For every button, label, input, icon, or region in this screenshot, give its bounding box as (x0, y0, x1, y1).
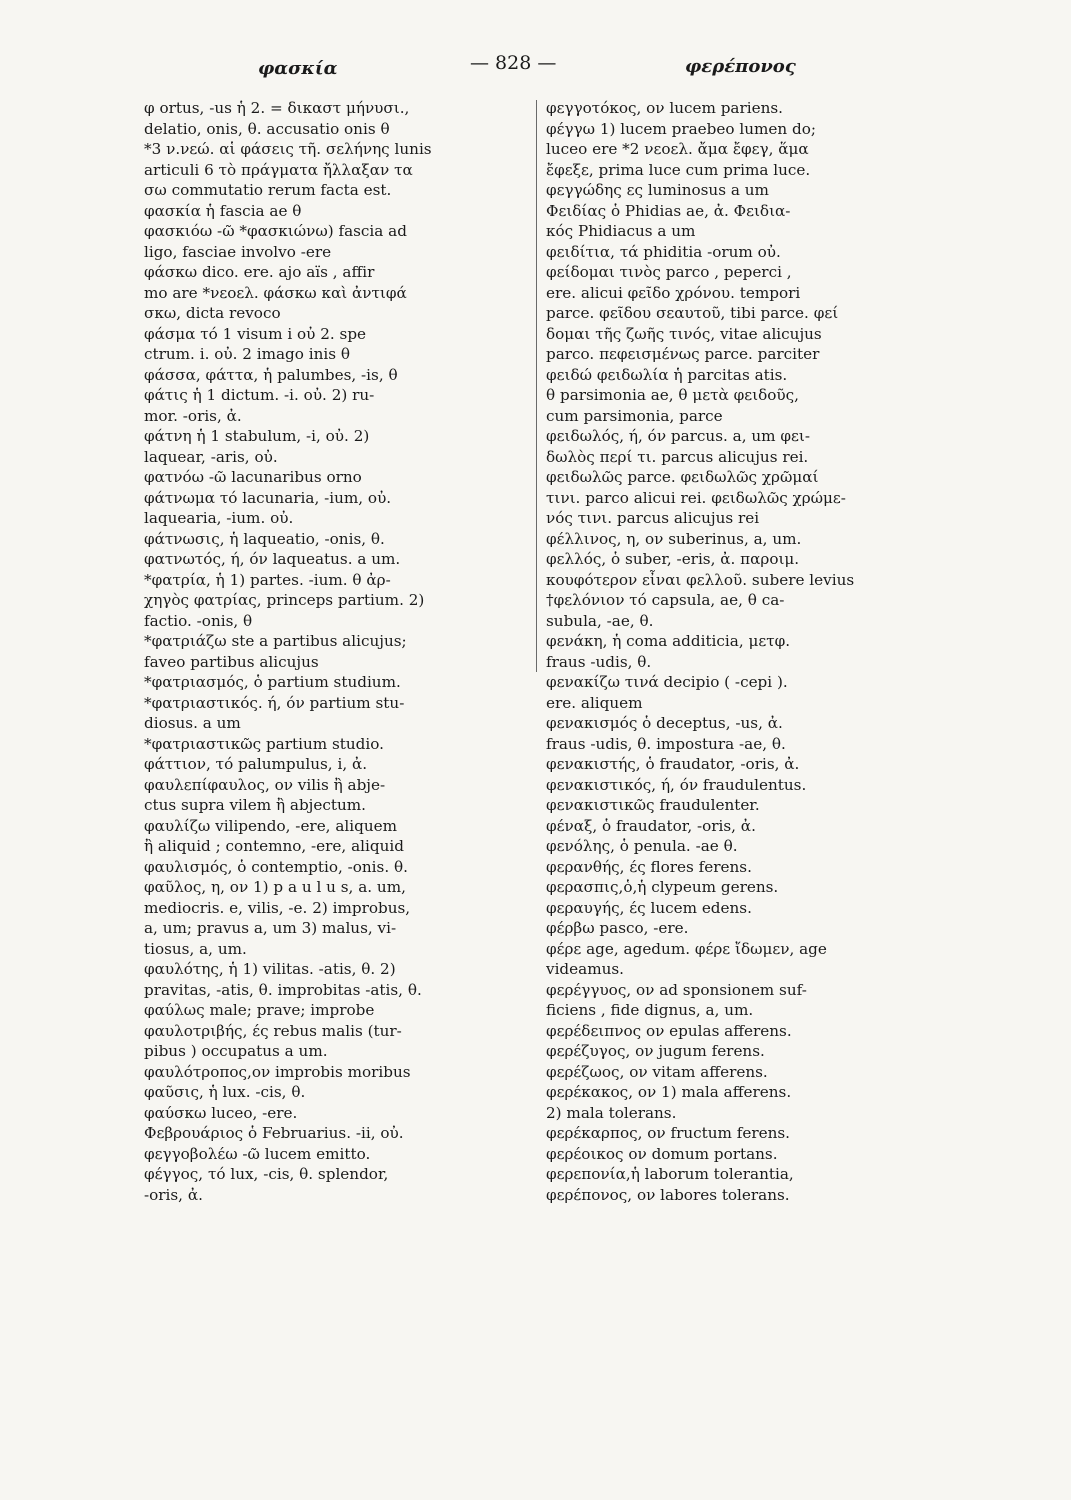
entry-line: φαυλοτριβής, ές rebus malis (tur- (144, 1021, 402, 1040)
entry-line: ligo, fasciae involvo -ere (144, 242, 332, 261)
entry-line: φερέδειπνος ον epulas afferens. (546, 1021, 792, 1040)
guide-word-left: φασκία (258, 58, 338, 79)
entry-line: subula, -ae, θ. (546, 611, 654, 630)
entry-line: ctus supra vilem ἢ abjectum. (144, 796, 366, 814)
entry-line: *φατριασμός, ὁ partium studium. (144, 673, 401, 691)
entry-line: σκω, dicta revoco (144, 304, 281, 322)
entry-line: δωλὸς περί τι. parcus alicujus rei. (546, 447, 809, 466)
entry-line: φάσσα, φάττα, ἡ palumbes, -is, θ (144, 365, 398, 384)
guide-word-right: φερέπονος (685, 56, 796, 77)
entry-line: *φατρία, ἡ 1) partes. -ium. θ ἀρ- (144, 570, 391, 589)
entry-line: φενακιστικός, ή, όν fraudulentus. (546, 775, 807, 794)
entry-line: φέλλινος, η, ον suberinus, a, um. (546, 529, 802, 548)
entry-line: φέγγω 1) lucem praebeo lumen do; (546, 119, 816, 138)
entry-line: φαυλίζω vilipendo, -ere, aliquem (144, 816, 397, 835)
entry-line: parce. φεῖδου σεαυτοῦ, tibi parce. φεί (546, 304, 839, 322)
entry-line: articuli 6 τὸ πράγματα ἤλλαξαν τα (144, 160, 413, 179)
entry-line: φαυλισμός, ὁ contemptio, -onis. θ. (144, 857, 408, 876)
entry-line: φαῦσις, ἡ lux. -cis, θ. (144, 1083, 306, 1101)
entry-line: φαυλότροπος,ον improbis moribus (144, 1062, 411, 1081)
entry-line: φερανθής, ές flores ferens. (546, 857, 752, 876)
entry-line: φασκιόω -ῶ *φασκιώνω) fascia ad (144, 222, 407, 240)
entry-line: φερασπις,ὁ,ἡ clypeum gerens. (546, 878, 779, 896)
entry-line: δομαι τῆς ζωῆς τινός, vitae alicujus (546, 324, 822, 343)
entry-line: *φατριάζω ste a partibus alicujus; (144, 632, 407, 650)
entry-line: φενάκη, ἡ coma additicia, μετφ. (546, 632, 791, 650)
entry-line: ere. alicui φεῖδο χρόνου. tempori (546, 283, 801, 302)
entry-line: laquear, -aris, οὐ. (144, 447, 278, 466)
entry-line: ctrum. i. οὐ. 2 imago inis θ (144, 345, 351, 363)
entry-line: φεγγοτόκος, ον lucem pariens. (546, 99, 783, 117)
entry-line: φάτνωμα τό lacunaria, -ium, οὐ. (144, 488, 392, 507)
entry-line: φεγγοβολέω -ῶ lucem emitto. (144, 1144, 371, 1163)
entry-line: φέναξ, ὁ fraudator, -oris, ἀ. (546, 816, 756, 835)
entry-line: factio. -onis, θ (144, 611, 253, 630)
entry-line: ἢ aliquid ; contemno, -ere, aliquid (144, 837, 404, 855)
entry-line: φάτνη ἡ 1 stabulum, -i, οὐ. 2) (144, 427, 370, 445)
entry-line: parco. πεφεισμένως parce. parciter (546, 345, 820, 363)
entry-line: φ ortus, -us ἡ 2. = δικαστ μήνυσι., (144, 99, 410, 117)
entry-line: σω commutatio rerum facta est. (144, 181, 392, 199)
entry-line: φερέπονος, ον labores tolerans. (546, 1185, 790, 1204)
entry-line: Φεβρουάριος ὁ Februarius. -ii, οὐ. (144, 1124, 404, 1142)
entry-line: ere. aliquem (546, 693, 643, 712)
entry-line: φειδωλῶς parce. φειδωλῶς χρῶμαί (546, 468, 819, 486)
entry-line: φερέκαρπος, ον fructum ferens. (546, 1124, 791, 1142)
entry-line: φενακιστικῶς fraudulenter. (546, 796, 760, 814)
entry-line: χηγὸς φατρίας, princeps partium. 2) (144, 591, 425, 609)
entry-line: φαύσκω luceo, -ere. (144, 1103, 298, 1122)
entry-line: κουφότερον εἶναι φελλοῦ. subere levius (546, 570, 855, 589)
entry-line: delatio, onis, θ. accusatio onis θ (144, 119, 390, 138)
entry-line: φέρε age, agedum. φέρε ἴδωμεν, age (546, 939, 827, 958)
entry-line: φασκία ἡ fascia ae θ (144, 201, 302, 220)
entry-line: φειδωλός, ή, όν parcus. a, um φει- (546, 427, 810, 445)
entry-line: φερέκακος, ον 1) mala afferens. (546, 1083, 792, 1101)
entry-line: θ parsimonia ae, θ μετὰ φειδοῦς, (546, 386, 799, 404)
entry-line: fraus -udis, θ. impostura -ae, θ. (546, 734, 786, 753)
entry-line: φείδομαι τινὸς parco , peperci , (546, 263, 792, 281)
entry-line: φερέζυγος, ον jugum ferens. (546, 1042, 765, 1060)
entry-line: ficiens , fide dignus, a, um. (546, 1001, 754, 1019)
entry-line: φεραυγής, ές lucem edens. (546, 898, 752, 917)
left-column (144, 98, 527, 1205)
entry-line: *φατριαστικός. ή, όν partium stu- (144, 693, 405, 712)
entry-line: laquearia, -ium. οὐ. (144, 509, 294, 527)
entry-line: φειδώ φειδωλία ἡ parcitas atis. (546, 365, 788, 384)
entry-line: mo are *νεοελ. φάσκω καὶ ἀντιφά (144, 283, 407, 302)
entry-line: φαυλότης, ἡ 1) vilitas. -atis, θ. 2) (144, 960, 396, 978)
entry-line: φάτις ἡ 1 dictum. -i. οὐ. 2) ru- (144, 386, 375, 404)
entry-line: ἔφεξε, prima luce cum prima luce. (546, 160, 811, 179)
entry-line: φερέγγυος, ον ad sponsionem suf- (546, 980, 807, 999)
entry-line: φενακίζω τινά decipio ( -cepi ). (546, 673, 788, 691)
entry-line: videamus. (546, 960, 625, 978)
entry-line: 2) mala tolerans. (546, 1103, 677, 1122)
entry-line: *φατριαστικῶς partium studio. (144, 734, 384, 753)
entry-line: τινι. parco alicui rei. φειδωλῶς χρώμε- (546, 488, 846, 507)
entry-line: Φειδίας ὁ Phidias ae, ἀ. Φειδια- (546, 201, 791, 220)
page-number: — 828 — (470, 52, 557, 74)
entry-line: νός τινι. parcus alicujus rei (546, 509, 760, 527)
entry-line: diosus. a um (144, 714, 241, 732)
entry-line: -oris, ἀ. (144, 1185, 203, 1204)
entry-line: φάσκω dico. ere. ajo aïs , affir (144, 263, 375, 281)
right-column (546, 98, 929, 1205)
entry-line: φενόλης, ὁ penula. -ae θ. (546, 837, 738, 855)
entry-line: faveo partibus alicujus (144, 652, 319, 671)
entry-line: φάττιον, τό palumpulus, i, ἀ. (144, 755, 368, 773)
entry-line: †φελόνιον τό capsula, ae, θ ca- (546, 591, 785, 609)
entry-line: mor. -oris, ἀ. (144, 406, 242, 425)
entry-line: mediocris. e, vilis, -e. 2) improbus, (144, 898, 411, 917)
entry-line: φάσμα τό 1 visum i οὐ 2. spe (144, 324, 367, 343)
entry-line: φαύλως male; prave; improbe (144, 1001, 375, 1019)
entry-line: luceo ere *2 νεοελ. ἄμα ἔφεγ, ἅμα (546, 140, 809, 158)
entry-line: φερέζωος, ον vitam afferens. (546, 1062, 768, 1081)
entry-line: φατνωτός, ή, όν laqueatus. a um. (144, 550, 401, 568)
entry-line: φενακιστής, ὁ fraudator, -oris, ἀ. (546, 755, 800, 773)
entry-line: φεγγώδης ες luminosus a um (546, 181, 769, 199)
entry-line: φειδίτια, τά phiditia -orum οὐ. (546, 242, 781, 261)
entry-line: cum parsimonia, parce (546, 406, 723, 425)
entry-line: φενακισμός ὁ deceptus, -us, ἀ. (546, 714, 783, 732)
entry-line: *3 ν.νεώ. αἱ φάσεις τῆ. σελήνης lunis (144, 140, 432, 158)
entry-line: pravitas, -atis, θ. improbitas -atis, θ. (144, 980, 422, 999)
entry-line: a, um; pravus a, um 3) malus, vi- (144, 919, 397, 937)
entry-line: φάτνωσις, ἡ laqueatio, -onis, θ. (144, 529, 385, 548)
entry-line: φαυλεπίφαυλος, ον vilis ἢ abje- (144, 775, 386, 794)
entry-line: φαῦλος, η, ον 1) p a u l u s, a. um, (144, 878, 406, 896)
entry-line: φατνόω -ῶ lacunaribus orno (144, 468, 362, 486)
entry-line: φελλός, ὁ suber, -eris, ἀ. παροιμ. (546, 550, 800, 568)
entry-line: tiosus, a, um. (144, 939, 247, 958)
entry-line: φερεπονία,ἡ laborum tolerantia, (546, 1165, 794, 1183)
entry-line: κός Phidiacus a um (546, 222, 696, 240)
entry-line: φέρβω pasco, -ere. (546, 919, 689, 937)
entry-line: pibus ) occupatus a um. (144, 1042, 328, 1060)
entry-line: fraus -udis, θ. (546, 652, 652, 671)
entry-line: φέγγος, τό lux, -cis, θ. splendor, (144, 1165, 389, 1183)
column-divider (536, 100, 537, 672)
page-header (140, 48, 930, 82)
entry-line: φερέοικος ον domum portans. (546, 1144, 778, 1163)
